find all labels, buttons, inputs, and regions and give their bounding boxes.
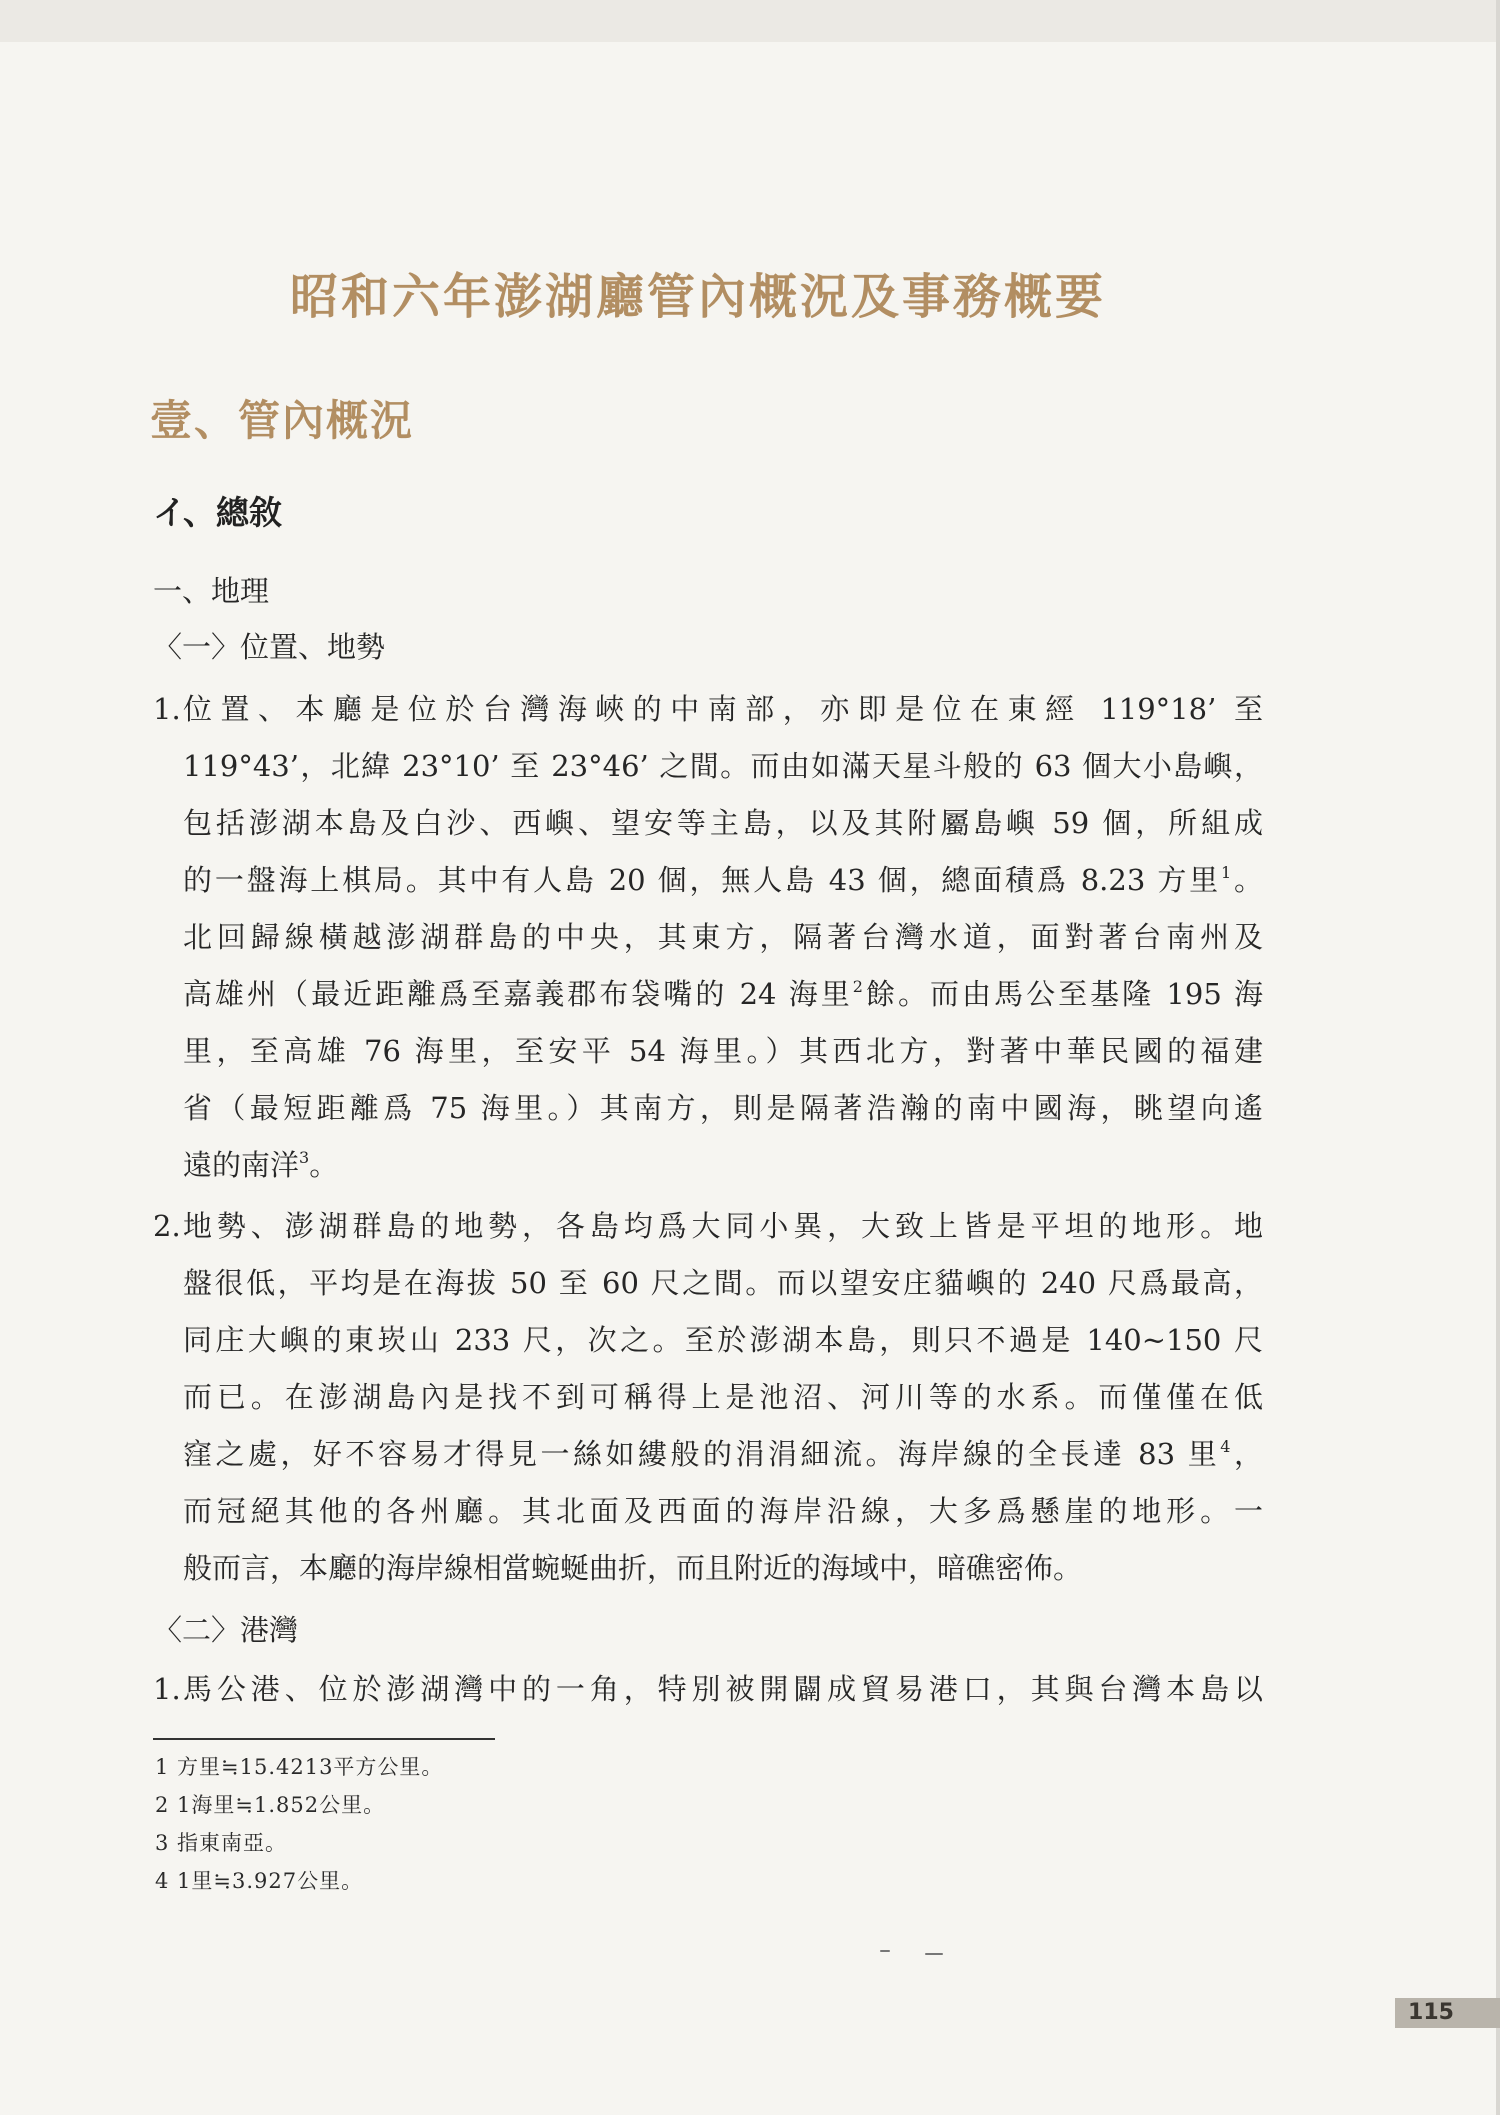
document-title: 昭和六年澎湖廳管內概況及事務概要 — [290, 269, 1107, 325]
text-line: 119°43’，北緯 23°10’ 至 23°46’ 之間。而由如滿天星斗般的 63 個大小島嶼， — [183, 749, 1263, 783]
text-line: 馬公港、位於澎湖灣中的一角，特別被開闢成貿易港口，其與台灣本島以 — [183, 1672, 1263, 1706]
scan-right-edge — [1496, 0, 1500, 2115]
scan-top-shadow — [0, 0, 1500, 42]
item-number: 2. — [153, 1209, 181, 1243]
text-line: 而已。在澎湖島內是找不到可稱得上是池沼、河川等的水系。而僅僅在低 — [183, 1380, 1263, 1414]
text-line: 包括澎湖本島及白沙、西嶼、望安等主島，以及其附屬島嶼 59 個，所組成 — [183, 806, 1263, 840]
scan-smudge — [880, 1950, 890, 1952]
text-line: 盤很低，平均是在海拔 50 至 60 尺之間。而以望安庄貓嶼的 240 尺爲最高， — [183, 1266, 1263, 1300]
text-line: 位置、本廳是位於台灣海峽的中南部，亦即是位在東經 119°18’ 至 — [183, 692, 1263, 726]
footnotes — [155, 1748, 443, 1900]
footnote-ref: 1 — [1220, 863, 1232, 882]
footnote-ref: 4 — [1220, 1437, 1231, 1456]
text-line: 地勢、澎湖群島的地勢，各島均爲大同小異，大致上皆是平坦的地形。地 — [183, 1209, 1263, 1243]
page-number-tab — [1395, 1998, 1500, 2028]
footnote-divider — [153, 1738, 495, 1740]
page-number: 115 — [1408, 2000, 1454, 2025]
text-line: 北回歸線橫越澎湖群島的中央，其東方，隔著台灣水道，面對著台南州及 — [183, 920, 1263, 954]
text-line: 的一盤海上棋局。其中有人島 20 個，無人島 43 個，總面積爲 8.23 方里$^1$。 — [183, 863, 1263, 897]
item-number: 1. — [153, 1672, 181, 1706]
text-line: 省（最短距離爲 75 海里。）其南方，則是隔著浩瀚的南中國海，眺望向遙 — [183, 1091, 1263, 1125]
footnote: 2 1海里≒1.852公里。 — [155, 1793, 386, 1817]
text-line: 而冠絕其他的各州廳。其北面及西面的海岸沿線，大多爲懸崖的地形。一 — [183, 1494, 1263, 1528]
text-line: 遠的南洋$^3$。 — [183, 1148, 339, 1182]
text-line: 般而言，本廳的海岸線相當蜿蜒曲折，而且附近的海域中，暗礁密佈。 — [183, 1551, 1083, 1585]
text-line: 里，至高雄 76 海里，至安平 54 海里。）其西北方，對著中華民國的福建 — [183, 1034, 1263, 1068]
item-number: 1. — [153, 692, 181, 726]
text-line: 高雄州（最近距離爲至嘉義郡布袋嘴的 24 海里$^2$餘。而由馬公至基隆 195 海 — [183, 977, 1264, 1011]
section-heading: 壹、管內概況 — [150, 396, 415, 445]
scan-smudge — [925, 1953, 943, 1955]
text-line: 窪之處，好不容易才得見一絲如縷般的涓涓細流。海岸線的全長達 83 里$^4$， — [183, 1437, 1263, 1471]
footnote-ref: 3 — [299, 1148, 310, 1167]
footnote: 1 方里≒15.4213平方公里。 — [155, 1755, 444, 1779]
text-line: 同庄大嶼的東崁山 233 尺，次之。至於澎湖本島，則只不過是 140~150 尺 — [183, 1323, 1263, 1357]
subheading-harbor: 〈二〉港灣 — [153, 1613, 299, 1647]
subsection-heading: イ、總敘 — [153, 493, 283, 532]
footnote-ref: 2 — [852, 977, 863, 996]
subheading-position-terrain: 〈一〉位置、地勢 — [153, 630, 386, 664]
footnote: 3 指東南亞。 — [155, 1831, 287, 1855]
footnote: 4 1里≒3.927公里。 — [155, 1869, 364, 1893]
part-heading-geography: 一、地理 — [153, 574, 270, 608]
